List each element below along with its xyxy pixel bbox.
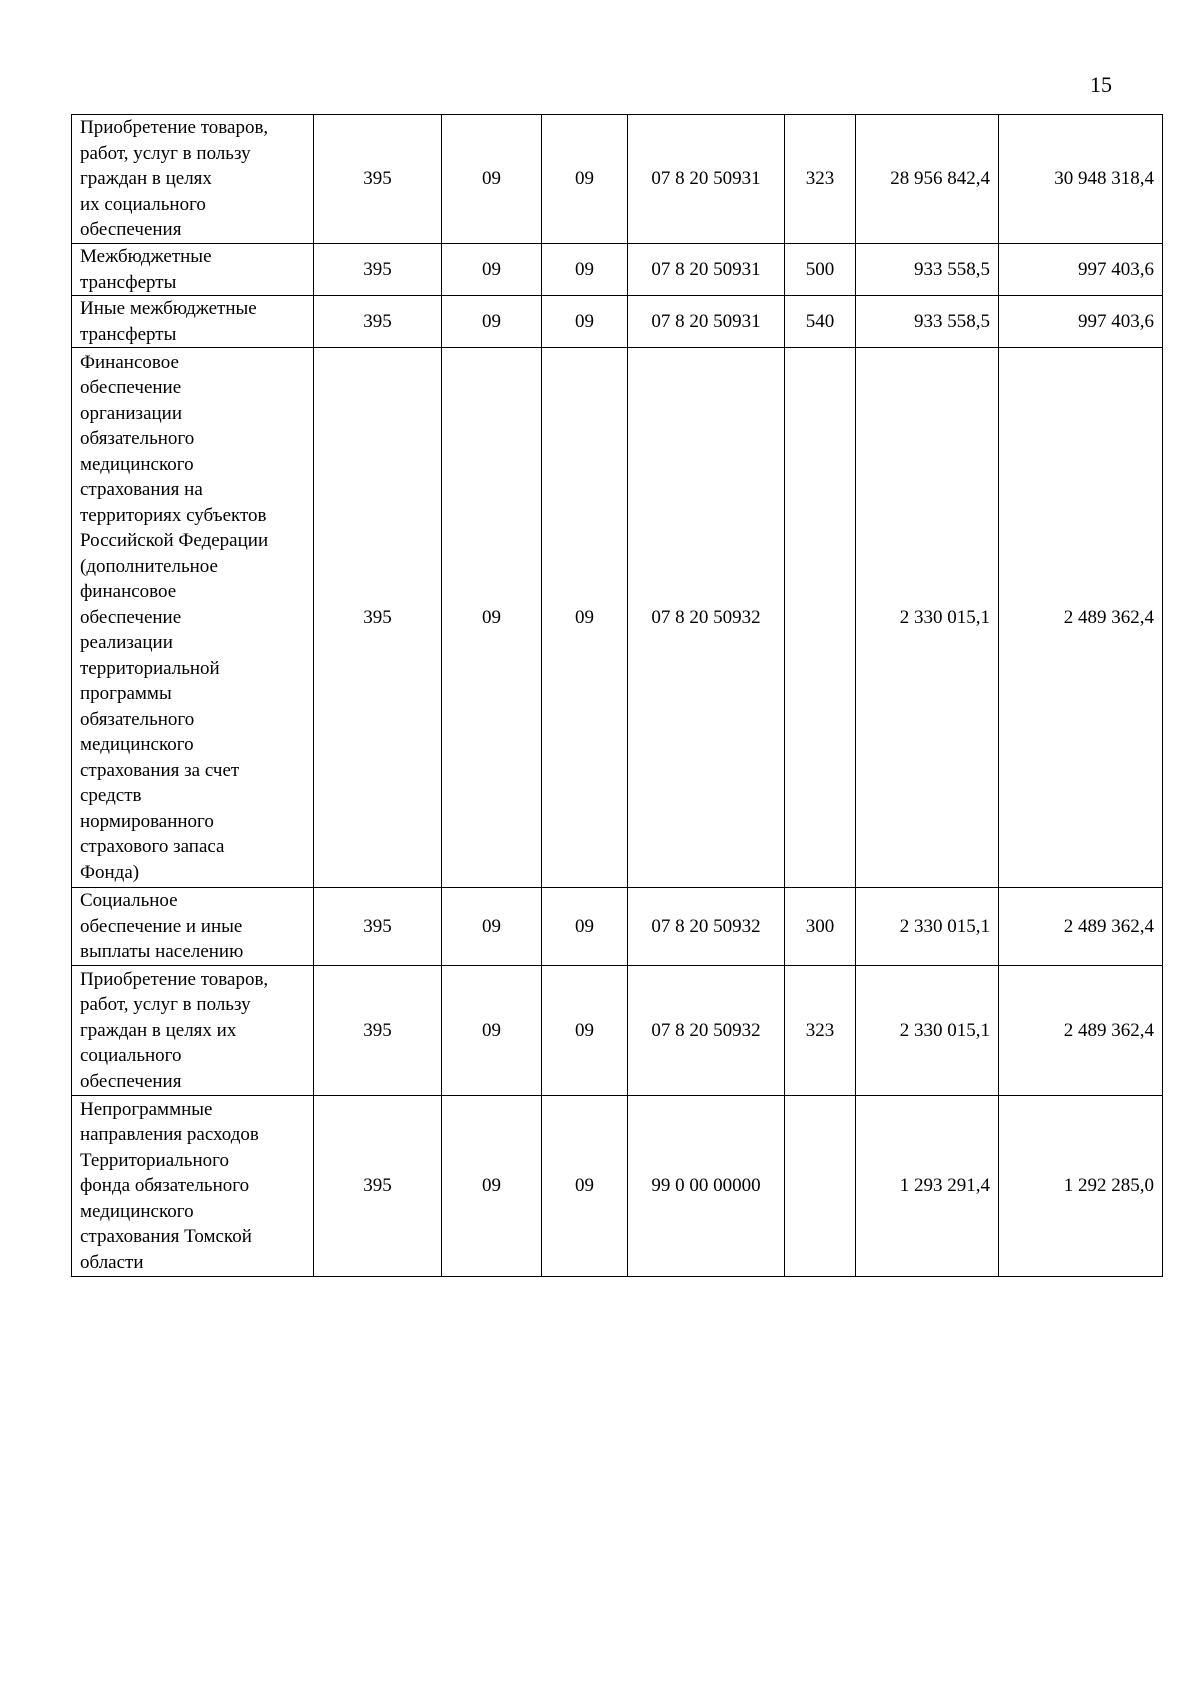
table-row [72,1096,1163,1277]
admin-code: 395 [314,966,442,1096]
admin-code: 395 [314,888,442,966]
table-row [72,296,1163,348]
target-article: 07 8 20 50932 [628,888,785,966]
amount-year-2: 2 489 362,4 [999,966,1163,1096]
expense-type [785,1096,856,1277]
subsection-code: 09 [542,1096,628,1277]
amount-year-1: 1 293 291,4 [856,1096,999,1277]
expense-type: 300 [785,888,856,966]
admin-code: 395 [314,348,442,888]
expense-type: 323 [785,966,856,1096]
amount-year-1: 28 956 842,4 [856,115,999,244]
table-row [72,115,1163,244]
target-article: 07 8 20 50931 [628,244,785,296]
amount-year-2: 2 489 362,4 [999,348,1163,888]
row-name: Приобретение товаров, работ, услуг в пользу граждан в целях их социального обеспечения [72,115,314,244]
target-article: 07 8 20 50931 [628,115,785,244]
row-name: Финансовое обеспечение организации обязательного медицинского страхования на территориях субъектов Российской Федерации (дополнительное финансовое обеспечение реализации территориальной программы обязательного медицинского страхования за счет средств нормированного страхового запаса Фонда) [72,348,314,888]
target-article: 99 0 00 00000 [628,1096,785,1277]
expense-type: 323 [785,115,856,244]
subsection-code: 09 [542,115,628,244]
admin-code: 395 [314,1096,442,1277]
subsection-code: 09 [542,296,628,348]
subsection-code: 09 [542,244,628,296]
amount-year-2: 30 948 318,4 [999,115,1163,244]
table-row [72,966,1163,1096]
section-code: 09 [442,888,542,966]
subsection-code: 09 [542,888,628,966]
amount-year-1: 2 330 015,1 [856,966,999,1096]
amount-year-1: 933 558,5 [856,244,999,296]
section-code: 09 [442,1096,542,1277]
section-code: 09 [442,244,542,296]
expense-type [785,348,856,888]
section-code: 09 [442,348,542,888]
section-code: 09 [442,115,542,244]
target-article: 07 8 20 50932 [628,348,785,888]
table-row [72,244,1163,296]
expense-type: 540 [785,296,856,348]
amount-year-2: 997 403,6 [999,244,1163,296]
section-code: 09 [442,296,542,348]
expense-type: 500 [785,244,856,296]
amount-year-1: 933 558,5 [856,296,999,348]
target-article: 07 8 20 50932 [628,966,785,1096]
amount-year-2: 2 489 362,4 [999,888,1163,966]
subsection-code: 09 [542,966,628,1096]
admin-code: 395 [314,115,442,244]
subsection-code: 09 [542,348,628,888]
admin-code: 395 [314,244,442,296]
target-article: 07 8 20 50931 [628,296,785,348]
amount-year-1: 2 330 015,1 [856,348,999,888]
budget-table [71,114,1163,1277]
amount-year-2: 1 292 285,0 [999,1096,1163,1277]
amount-year-1: 2 330 015,1 [856,888,999,966]
section-code: 09 [442,966,542,1096]
row-name: Приобретение товаров, работ, услуг в пользу граждан в целях их социального обеспечения [72,966,314,1096]
table-row [72,888,1163,966]
admin-code: 395 [314,296,442,348]
amount-year-2: 997 403,6 [999,296,1163,348]
row-name: Межбюджетные трансферты [72,244,314,296]
table-row [72,348,1163,888]
page-number: 15 [1090,72,1112,97]
row-name: Иные межбюджетные трансферты [72,296,314,348]
row-name: Социальное обеспечение и иные выплаты населению [72,888,314,966]
row-name: Непрограммные направления расходов Территориального фонда обязательного медицинского страхования Томской области [72,1096,314,1277]
